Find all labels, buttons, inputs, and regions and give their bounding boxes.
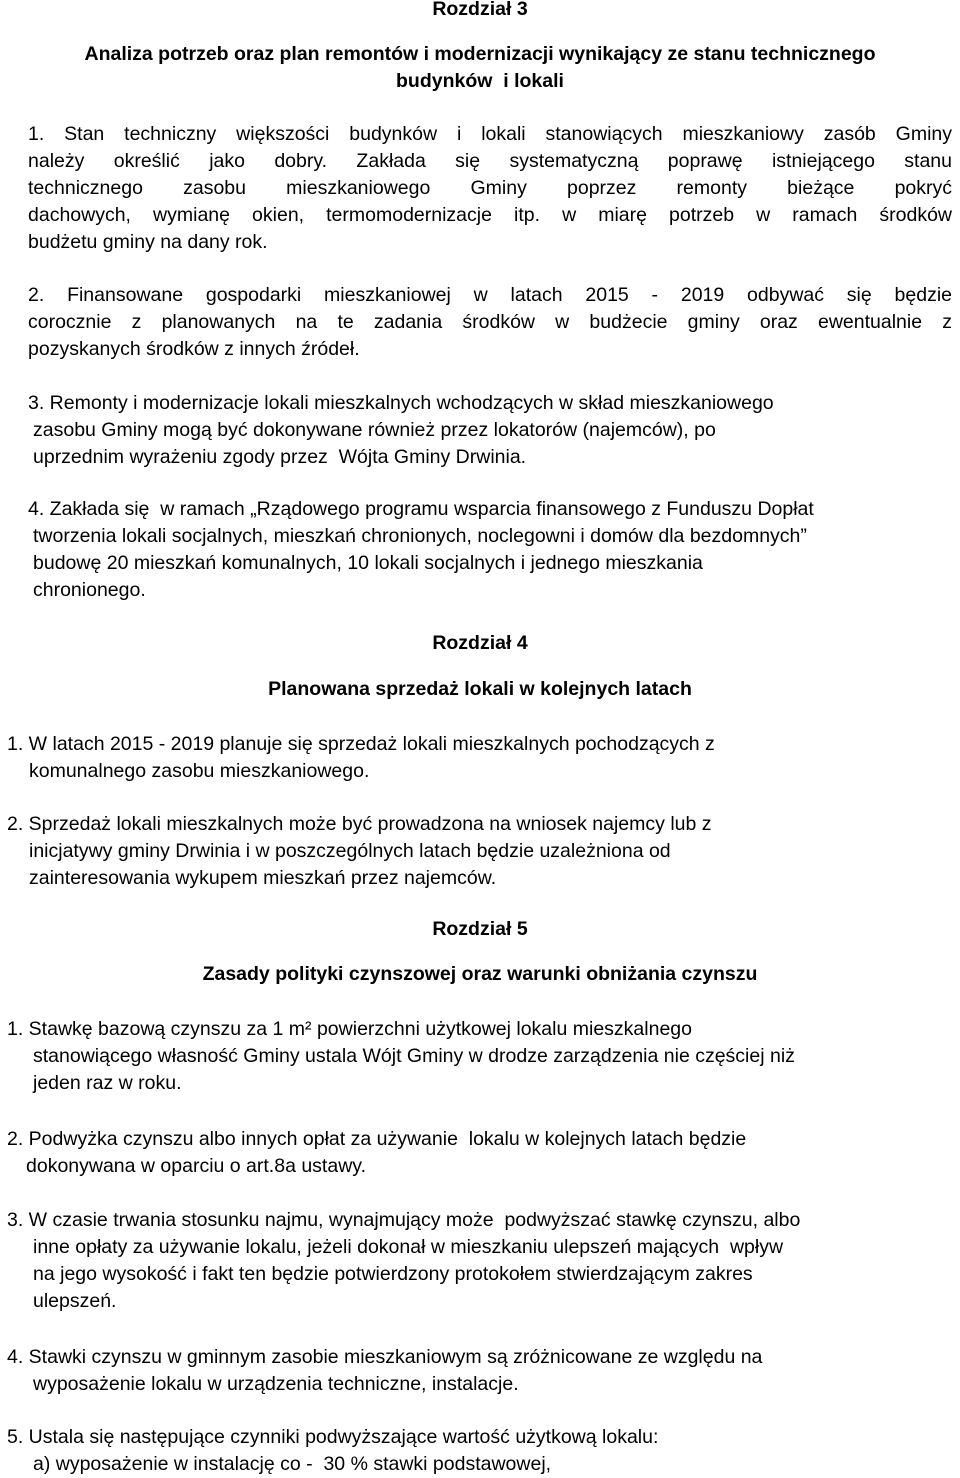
- ch3-item1-line5: budżetu gminy na dany rok.: [28, 231, 268, 253]
- ch3-item4-line2: tworzenia lokali socjalnych, mieszkań chronionych, noclegowni i domów dla bezdomnych”: [33, 525, 807, 547]
- ch3-item3-line3: uprzednim wyrażeniu zgody przez Wójta Gminy Drwinia.: [33, 446, 527, 468]
- ch3-item1-line4: dachowych, wymianę okien, termomodernizacje itp. w miarę potrzeb w ramach środków: [28, 204, 952, 226]
- ch3-item4-line1: 4. Zakłada się w ramach „Rządowego programu wsparcia finansowego z Funduszu Dopłat: [28, 498, 814, 520]
- ch3-item3-line1: 3. Remonty i modernizacje lokali mieszkalnych wchodzących w skład mieszkaniowego: [28, 392, 774, 414]
- ch5-item1-line3: jeden raz w roku.: [33, 1072, 182, 1094]
- ch4-item2-line1: 2. Sprzedaż lokali mieszkalnych może być prowadzona na wniosek najemcy lub z: [7, 813, 712, 835]
- ch5-item2-line2: dokonywana w oparciu o art.8a ustawy.: [26, 1155, 366, 1177]
- chapter-4-heading: Rozdział 4: [432, 632, 528, 654]
- ch5-item5-line1: 5. Ustala się następujące czynniki podwyższające wartość użytkową lokalu:: [7, 1426, 659, 1448]
- chapter-3-heading: Rozdział 3: [432, 0, 528, 20]
- ch3-item4-line3: budowę 20 mieszkań komunalnych, 10 lokali socjalnych i jednego mieszkania: [33, 552, 703, 574]
- ch4-item1-line2: komunalnego zasobu mieszkaniowego.: [29, 760, 370, 782]
- ch5-item4-line2: wyposażenie lokalu w urządzenia techniczne, instalacje.: [33, 1373, 519, 1395]
- ch3-item1-line3: technicznego zasobu mieszkaniowego Gminy poprzez remonty bieżące pokryć: [28, 177, 952, 199]
- ch5-item1-line1: 1. Stawkę bazową czynszu za 1 m² powierzchni użytkowej lokalu mieszkalnego: [7, 1018, 692, 1040]
- ch3-item1-line2: należy określić jako dobry. Zakłada się systematyczną poprawę istniejącego stanu: [28, 150, 952, 172]
- ch4-item1-line1: 1. W latach 2015 - 2019 planuje się sprzedaż lokali mieszkalnych pochodzących z: [7, 733, 715, 755]
- ch4-item2-line2: inicjatywy gminy Drwinia i w poszczególnych latach będzie uzależniona od: [29, 840, 671, 862]
- ch5-item3-line1: 3. W czasie trwania stosunku najmu, wynajmujący może podwyższać stawkę czynszu, albo: [7, 1209, 801, 1231]
- ch3-item3-line2: zasobu Gminy mogą być dokonywane również przez lokatorów (najemców), po: [33, 419, 716, 441]
- ch5-item4-line1: 4. Stawki czynszu w gminnym zasobie mieszkaniowym są zróżnicowane ze względu na: [7, 1346, 763, 1368]
- ch3-item2-line2: corocznie z planowanych na te zadania środków w budżecie gminy oraz ewentualnie z: [28, 311, 952, 333]
- ch4-item2-line3: zainteresowania wykupem mieszkań przez najemców.: [29, 867, 497, 889]
- ch5-item3-line4: ulepszeń.: [33, 1290, 117, 1312]
- chapter-3-title-line-1: Analiza potrzeb oraz plan remontów i modernizacji wynikający ze stanu technicznego: [84, 43, 876, 65]
- ch3-item2-line3: pozyskanych środków z innych źródeł.: [28, 338, 360, 360]
- chapter-5-title: Zasady polityki czynszowej oraz warunki obniżania czynszu: [202, 963, 758, 985]
- chapter-3-title-line-2: budynków i lokali: [396, 70, 564, 92]
- ch3-item2-line1: 2. Finansowane gospodarki mieszkaniowej w latach 2015 - 2019 odbywać się będzie: [28, 284, 952, 306]
- chapter-5-heading: Rozdział 5: [432, 918, 528, 940]
- chapter-4-title: Planowana sprzedaż lokali w kolejnych latach: [268, 678, 692, 700]
- ch3-item4-line4: chronionego.: [33, 579, 146, 601]
- ch3-item1-line1: 1. Stan techniczny większości budynków i lokali stanowiących mieszkaniowy zasób Gminy: [28, 123, 952, 145]
- ch5-item3-line2: inne opłaty za używanie lokalu, jeżeli dokonał w mieszkaniu ulepszeń mających wpływ: [33, 1236, 784, 1258]
- ch5-item2-line1: 2. Podwyżka czynszu albo innych opłat za używanie lokalu w kolejnych latach będzie: [7, 1128, 747, 1150]
- ch5-item5-line2: a) wyposażenie w instalację co - 30 % stawki podstawowej,: [33, 1453, 552, 1475]
- ch5-item3-line3: na jego wysokość i fakt ten będzie potwierdzony protokołem stwierdzającym zakres: [33, 1263, 753, 1285]
- ch5-item1-line2: stanowiącego własność Gminy ustala Wójt Gminy w drodze zarządzenia nie częściej niż: [33, 1045, 795, 1067]
